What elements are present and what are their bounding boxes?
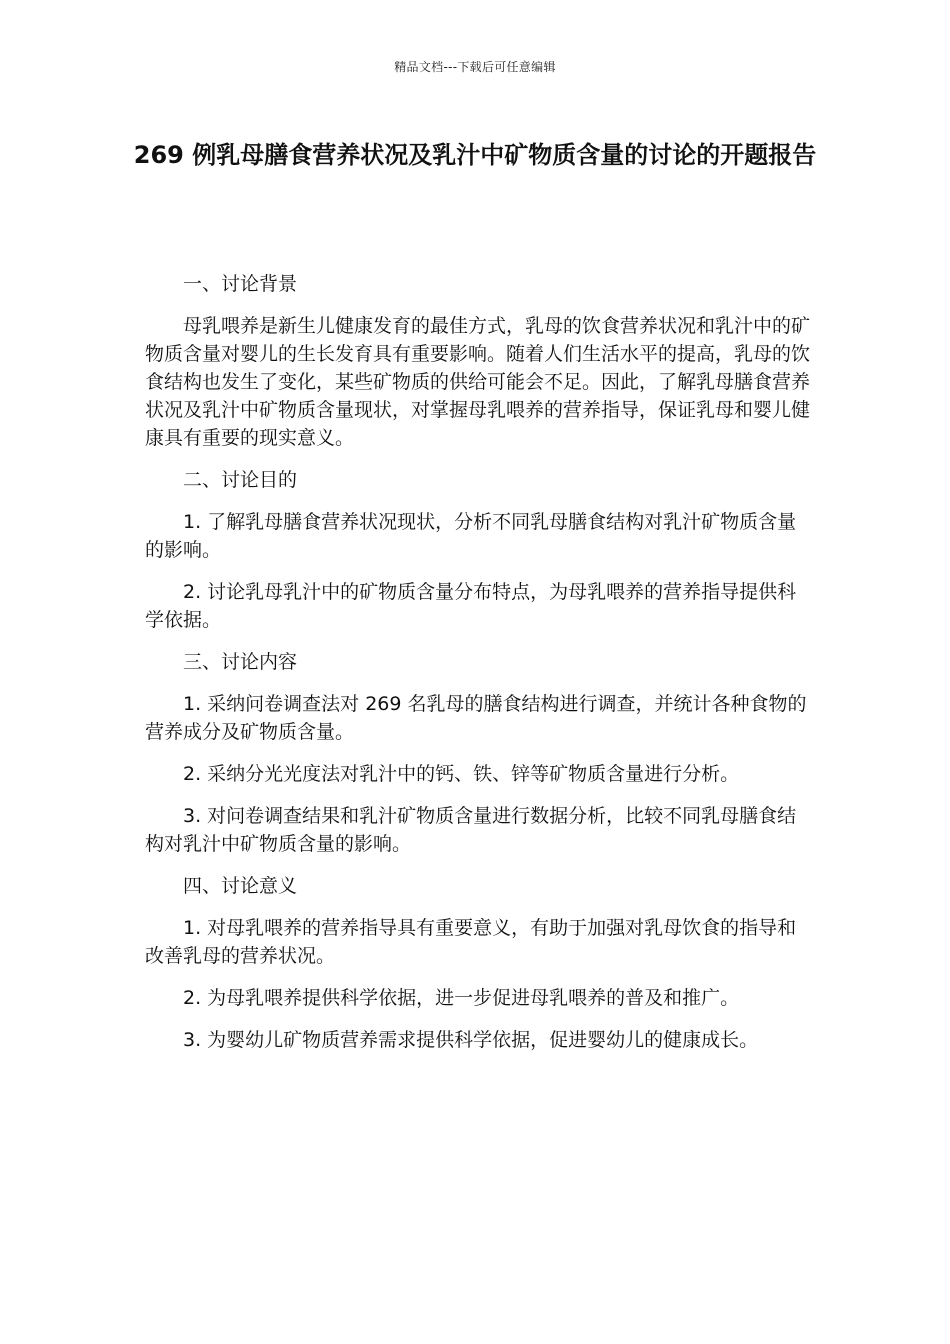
content-item-2: 2. 采纳分光光度法对乳汁中的钙、铁、锌等矿物质含量进行分析。	[183, 763, 740, 785]
content-item-3: 3. 对问卷调查结果和乳汁矿物质含量进行数据分析，比较不同乳母膳食结构对乳汁中矿物质含量的影响。	[145, 805, 797, 855]
significance-item-3: 3. 为婴幼儿矿物质营养需求提供科学依据，促进婴幼儿的健康成长。	[183, 1029, 759, 1051]
significance-item-2: 2. 为母乳喂养提供科学依据，进一步促进母乳喂养的普及和推广。	[183, 987, 740, 1009]
significance-item-1: 1. 对母乳喂养的营养指导具有重要意义，有助于加强对乳母饮食的指导和改善乳母的营养状况。	[145, 917, 797, 967]
section-heading-significance: 四、讨论意义	[183, 875, 298, 897]
document-title: 269 例乳母膳食营养状况及乳汁中矿物质含量的讨论的开题报告	[133, 141, 817, 169]
background-paragraph: 母乳喂养是新生儿健康发育的最佳方式，乳母的饮食营养状况和乳汁中的矿物质含量对婴儿的生长发育具有重要影响。随着人们生活水平的提高，乳母的饮食结构也发生了变化，某些矿物质的供给可能会不足。因此，了解乳母膳食营养状况及乳汁中矿物质含量现状，对掌握母乳喂养的营养指导，保证乳母和婴儿健康具有重要的现实意义。	[145, 315, 811, 449]
section-heading-purpose: 二、讨论目的	[183, 469, 298, 491]
section-heading-background: 一、讨论背景	[183, 273, 298, 295]
content-item-1: 1. 采纳问卷调查法对 269 名乳母的膳食结构进行调查，并统计各种食物的营养成分及矿物质含量。	[145, 693, 807, 743]
page-header: 精品文档---下载后可任意编辑	[394, 60, 556, 74]
section-heading-content: 三、讨论内容	[183, 651, 298, 673]
purpose-item-1: 1. 了解乳母膳食营养状况现状，分析不同乳母膳食结构对乳汁矿物质含量的影响。	[145, 511, 797, 561]
document-body	[145, 270, 815, 1068]
purpose-item-2: 2. 讨论乳母乳汁中的矿物质含量分布特点，为母乳喂养的营养指导提供科学依据。	[145, 581, 797, 631]
